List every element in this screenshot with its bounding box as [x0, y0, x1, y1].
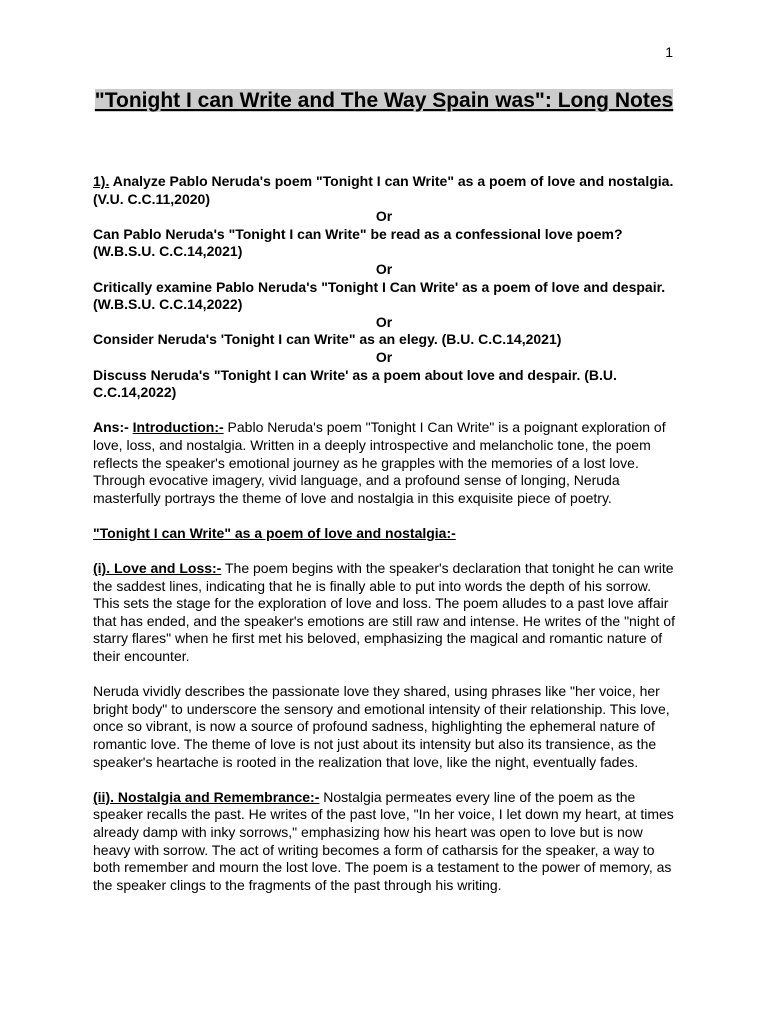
nostalgia-heading: (ii). Nostalgia and Remembrance:- — [93, 788, 320, 805]
love-and-loss-text: The poem begins with the speaker's declaration that tonight he can write the saddest lines, indicating that he is finally able to put into words the depth of his sorrow. This sets the stage for the exploration of love and loss. The poem alludes to a past love affair that has ended, and the speaker's emotions are still raw and intense. He writes of the "night of starry flares" when he first met his beloved, emphasizing the magical and romantic nature of their encounter. — [93, 560, 675, 665]
question-1-text: Analyze Pablo Neruda's poem "Tonight I can Write" as a poem of love and nostalgia. (V.U. C.C.11,2020) — [93, 173, 674, 207]
or-divider: Or — [375, 313, 393, 330]
intro-heading: Introduction:- — [132, 419, 224, 436]
question-1 — [93, 173, 675, 208]
or-divider: Or — [375, 348, 393, 365]
love-and-loss-paragraph — [93, 560, 675, 666]
question-3: Critically examine Pablo Neruda's "Tonight I Can Write' as a poem of love and despair. (W.B.S.U. C.C.14,2022) — [93, 278, 666, 313]
love-and-loss-heading: (i). Love and Loss:- — [93, 560, 222, 577]
or-divider: Or — [375, 260, 393, 277]
answer-intro — [93, 419, 675, 507]
question-4: Consider Neruda's 'Tonight I can Write" as an elegy. (B.U. C.C.14,2021) — [93, 331, 562, 348]
question-number: 1). — [93, 173, 110, 189]
intro-text: Pablo Neruda's poem "Tonight I Can Write" is a poignant exploration of love, loss, and nostalgia. Written in a deeply introspective and melancholic tone, the poem reflects the speaker's emotional journey as he grapples with the memories of a lost love. Through evocative imagery, vivid language, and a profound sense of longing, Neruda masterfully portrays the theme of love and nostalgia in this exquisite piece of poetry. — [93, 419, 666, 506]
nostalgia-paragraph — [93, 789, 675, 895]
document-body — [93, 173, 675, 894]
nostalgia-text: Nostalgia permeates every line of the poem as the speaker recalls the past. He writes of the past love, "In her voice, I let down my heart, at times already damp with inky sorrows," emphasizing how his heart was open to love but is now heavy with sorrow. The act of writing becomes a form of catharsis for the speaker, a way to both remember and mourn the lost love. The poem is a testament to the power of memory, as the speaker clings to the fragments of the past through his writing. — [93, 788, 674, 893]
page-number: 1 — [665, 44, 673, 60]
answer-label: Ans:- — [93, 419, 129, 436]
question-2: Can Pablo Neruda's "Tonight I can Write" be read as a confessional love poem? (W.B.S.U. C.C.14,2021) — [93, 225, 623, 260]
love-transience-paragraph: Neruda vividly describes the passionate love they shared, using phrases like "her voice, her bright body" to underscore the sensory and emotional intensity of their relationship. This love, once so vibrant, is now a source of profound sadness, highlighting the ephemeral nature of romantic love. The theme of love is not just about its intensity but also its transience, as the speaker's heartache is rooted in the realization that love, like the night, eventually fades. — [93, 683, 670, 770]
section-heading: "Tonight I can Write" as a poem of love and nostalgia:- — [93, 524, 456, 541]
question-5: Discuss Neruda's "Tonight I can Write' as a poem about love and despair. (B.U. C.C.14,2022) — [93, 366, 617, 401]
or-divider: Or — [375, 208, 393, 225]
page-title — [93, 86, 675, 115]
page-title-text: "Tonight I can Write and The Way Spain was": Long Notes — [94, 89, 674, 112]
